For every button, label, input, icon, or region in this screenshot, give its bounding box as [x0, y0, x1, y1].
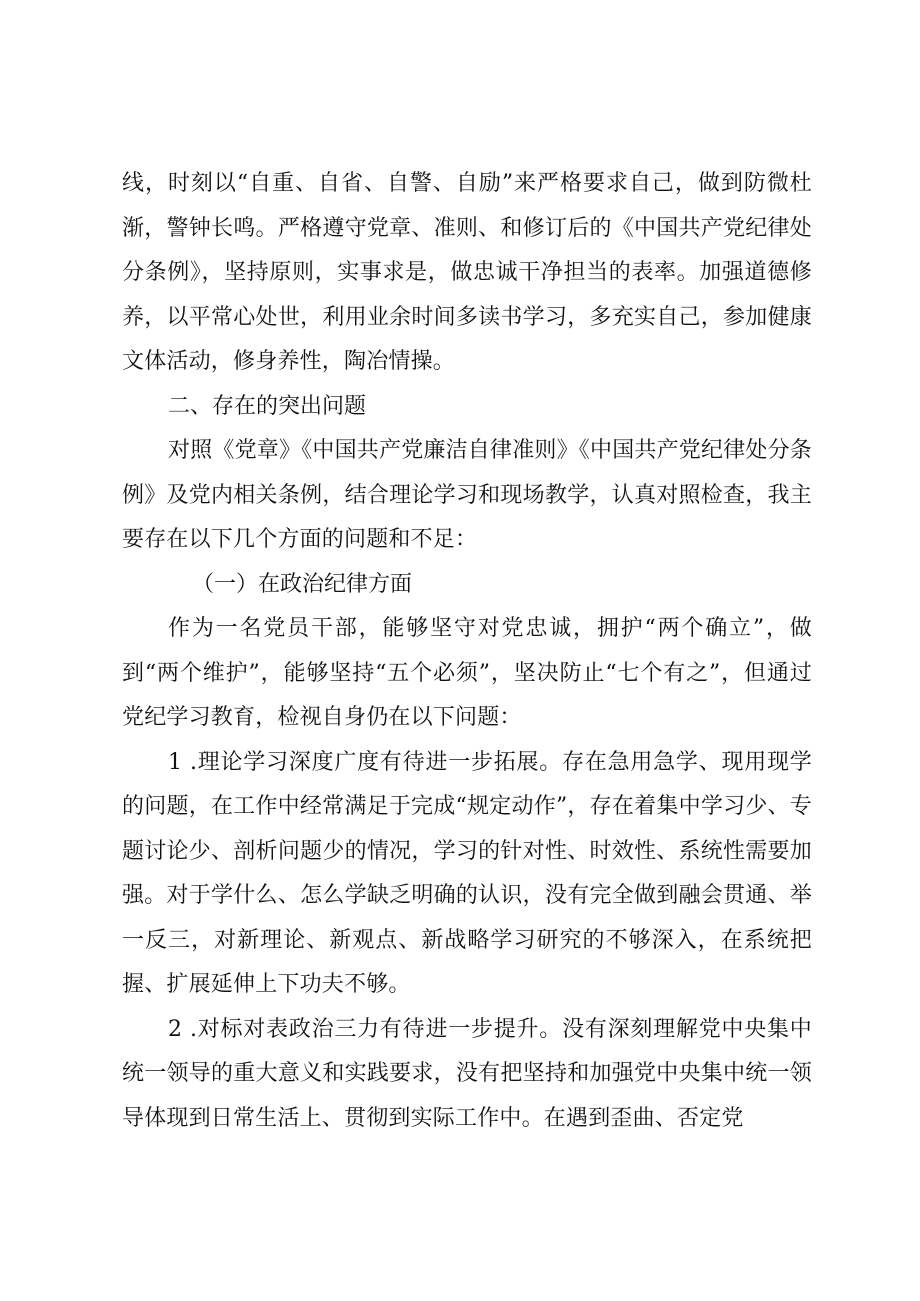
section-heading: 二、存在的突出问题: [168, 393, 367, 419]
paragraph-continuation: 线，时刻以“自重、自省、自警、自励”来严格要求自己，做到防微杜渐，警钟长鸣。严格遵守党章、准则、和修订后的《中国共产党纪律处分条例》，坚持原则，实事求是，做忠诚干净担当的表率。加强道德修养，以平常心处世，利用业余时间多读书学习，多充实自己，参加健康文体活动，修身养性，陶冶情操。: [122, 171, 812, 374]
document-body: [122, 162, 812, 1141]
paragraph-item-2: 2 .对标对表政治三力有待进一步提升。没有深刻理解党中央集中统一领导的重大意义和实践要求，没有把坚持和加强党中央集中统一领导体现到日常生活上、贯彻到实际工作中。在遇到歪曲、否定党: [122, 1016, 812, 1131]
paragraph-intro: 对照《党章》《中国共产党廉洁自律准则》《中国共产党纪律处分条例》及党内相关条例，结合理论学习和现场教学，认真对照检查，我主要存在以下几个方面的问题和不足：: [122, 438, 813, 552]
subsection-heading: （一）在政治纪律方面: [192, 571, 413, 597]
paragraph-item-1: 1 .理论学习深度广度有待进一步拓展。存在急用急学、现用现学的问题，在工作中经常满足于完成“规定动作”，存在着集中学习少、专题讨论少、剖析问题少的情况，学习的针对性、时效性、系统性需要加强。对于学什么、怎么学缺乏明确的认识，没有完全做到融会贯通、举一反三，对新理论、新观点、新战略学习研究的不够深入，在系统把握、扩展延伸上下功夫不够。: [122, 749, 812, 997]
paragraph-political-discipline: 作为一名党员干部，能够坚守对党忠诚，拥护“两个确立”，做到“两个维护”，能够坚持“五个必须”，坚决防止“七个有之”，但通过党纪学习教育，检视自身仍在以下问题：: [122, 616, 812, 730]
